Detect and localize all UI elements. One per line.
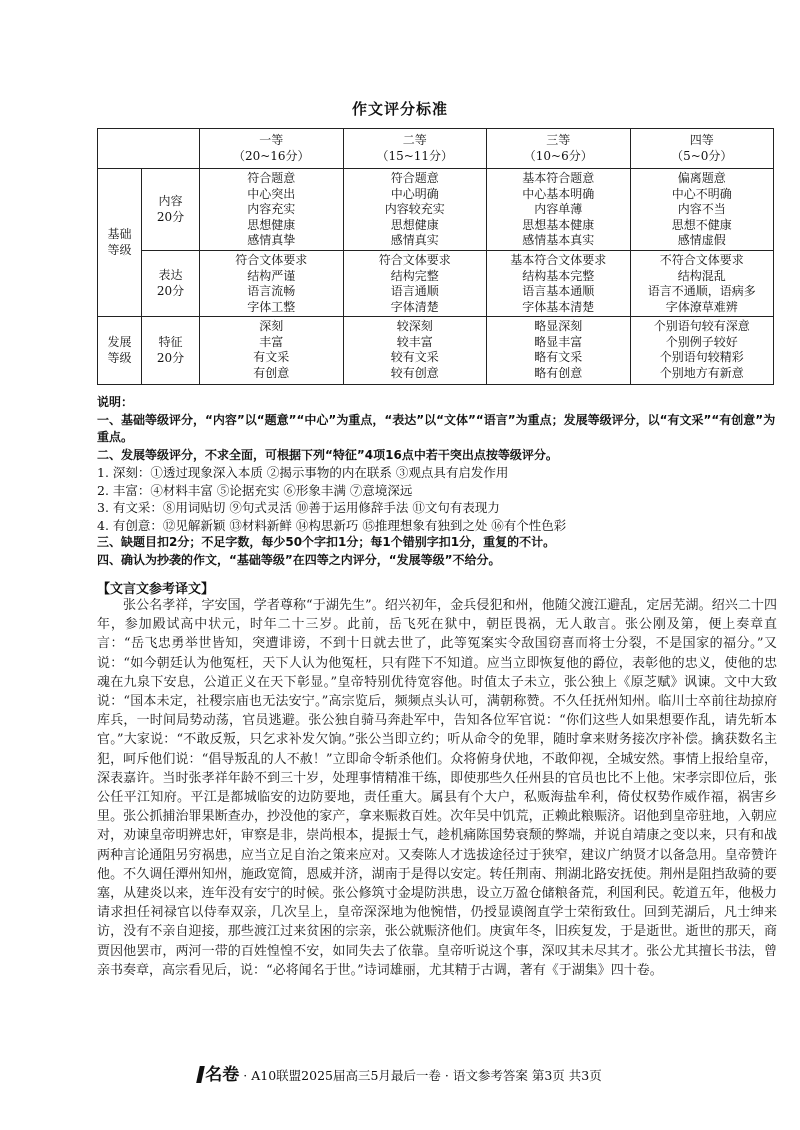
content-label: 内容 20分 xyxy=(142,169,200,251)
feature-cell: 较深刻 较丰富 较有文采 较有创意 xyxy=(343,317,487,385)
translation-heading: 【文言文参考译文】 xyxy=(97,582,215,597)
note-item: 四、确认为抄袭的作文，“基础等级”在四等之内评分，“发展等级”不给分。 xyxy=(97,552,501,567)
content-row xyxy=(98,169,774,251)
note-item: 1. 深刻：①透过现象深入本质 ②揭示事物的内在联系 ③观点具有启发作用 xyxy=(97,465,509,480)
page-title: 作文评分标准 xyxy=(351,100,448,118)
feature-cell: 略显深刻 略显丰富 略有文采 略有创意 xyxy=(487,317,631,385)
grade-header: 三等 （10~6分） xyxy=(487,129,631,169)
grade-header: 二等 （15~11分） xyxy=(343,129,487,169)
footer-text: · A10联盟2025届高三5月最后一卷 · 语文参考答案 第3页 共3页 xyxy=(243,1068,602,1083)
note-item: 2. 丰富：④材料丰富 ⑤论据充实 ⑥形象丰满 ⑦意境深远 xyxy=(97,482,413,498)
expression-row xyxy=(98,251,774,317)
expression-cell: 符合文体要求 结构完整 语言通顺 字体清楚 xyxy=(343,251,487,317)
note-item: 一、基础等级评分，“内容”以“题意”“中心”为重点，“表达”以“文体”“语言”为重点；发展等级评分，以“有文采”“有创意”为重点。 xyxy=(97,412,776,444)
content-cell: 符合题意 中心明确 内容较充实 思想健康 感情真实 xyxy=(343,169,487,251)
note-item: 4. 有创意：⑫见解新颖 ⑬材料新鲜 ⑭构思新巧 ⑮推理想象有独到之处 ⑯有个性色彩 xyxy=(97,517,567,533)
page-footer xyxy=(0,1060,800,1085)
corner-cell xyxy=(98,129,200,169)
expression-label: 表达 20分 xyxy=(142,251,200,317)
note-item: 3. 有文采：⑧用词贴切 ⑨句式灵活 ⑩善于运用修辞手法 ⑪文句有表现力 xyxy=(97,500,500,515)
feature-cell: 深刻 丰富 有文采 有创意 xyxy=(200,317,344,385)
note-item: 三、缺题目扣2分；不足字数，每少50个字扣1分；每1个错别字扣1分，重复的不计。 xyxy=(97,535,556,549)
feature-cell: 个别语句较有深意 个别例子较好 个别语句较精彩 个别地方有新意 xyxy=(630,317,774,385)
note-item: 二、发展等级评分，不求全面，可根据下列“特征”4项16点中若干突出点按等级评分。 xyxy=(97,447,558,462)
content-cell: 符合题意 中心突出 内容充实 思想健康 感情真挚 xyxy=(200,169,344,251)
notes-heading: 说明： xyxy=(97,395,134,409)
grading-table xyxy=(97,128,774,385)
feature-label: 特征 20分 xyxy=(142,317,200,385)
content-cell: 基本符合题意 中心基本明确 内容单薄 思想基本健康 感情基本真实 xyxy=(487,169,631,251)
expression-cell: 基本符合文体要求 结构基本完整 语言基本通顺 字体基本清楚 xyxy=(487,251,631,317)
scoring-notes xyxy=(97,394,777,569)
basic-level-label: 基础等级 xyxy=(98,169,142,317)
grade-header: 一等 （20~16分） xyxy=(200,129,344,169)
translation-body: 张公名孝祥，字安国，学者尊称“于湖先生”。绍兴初年，金兵侵犯和州，他随父渡江避乱，定居芜湖。绍兴二十四年，参加殿试高中状元，时年二十三岁。此前，岳飞死在狱中，朝臣畏祸，无人敢言。张公刚及第，便上奏章直言：“岳飞忠勇举世皆知，突遭诽谤，不到十日就去世了，此等冤案实令敌国窃喜而将士分裂，不是国家的福分。”又说：“如今朝廷认为他冤枉，天下人认为他冤枉，只有陛下不知道。应当立即恢复他的爵位，表彰他的忠义，使他的忠魂在九泉下安息，公道正义在天下彰显。”皇帝特别优待宽容他。时值太子未立，张公独上《原芝赋》讽谏。文中大致说：“国本未定，社稷宗庙也无法安宁。”高宗览后，频频点头认可，满朝称赞。不久任抚州知州。临川士卒前往劫掠府库兵，一时间局势动荡，官员逃避。张公独自骑马奔赴军中，告知各位军官说：“你们这些人如果想要作乱，请先斩本官。”大家说：“不敢反叛，只乞求补发欠饷。”张公当即立约；听从命令的免罪，随时拿来财务接次序补偿。擒获数名主犯，呵斥他们说：“倡导叛乱的人不赦！”立即命令斩杀他们。众将俯身伏地，不敢仰视，全城安然。事情上报给皇帝，深表嘉许。当时张孝祥年龄不到三十岁，处理事情精准干练，即使那些久任州县的官员也比不上他。宋孝宗即位后，张公任平江知府。平江是都城临安的边防要地，责任重大。属县有个大户，私贩海盐牟利，倚仗权势作威作福，祸害乡里。张公抓捕治罪果断查办，抄没他的家产，拿来赈救百姓。次年吴中饥荒，正赖此粮赈济。诏他到皇帝驻地，入朝应对，劝谏皇帝明辨忠奸，审察是非，崇尚根本，提振士气，趁机痛陈国势衰颓的弊端，并说自靖康之变以来，只有和战两种言论通阻另穷祸患，应当立足自治之策来应对。又奏陈人才选拔途径过于狭窄，建议广纳贤才以备急用。皇帝赞许他。不久调任潭州知州，施政宽简，恩威并济，湖南于是得以安定。转任荆南、荆湖北路安抚使。荆州是阻挡敌骑的要塞，从建炎以来，连年没有安宁的时候。张公修筑寸金堤防洪患，设立万盈仓储粮备荒，利国利民。乾道五年，他极力请求担任祠禄官以侍奉双亲，几次呈上，皇帝深深地为他惋惜，仍授显谟阁直学士荣衔致仕。回到芜湖后，凡士绅来访，没有不亲自迎接，那些渡江过来贫困的宗亲，张公就赈济他们。庚寅年冬，旧疾复发，于是逝世。逝世的那天，商贾因他罢市，两河一带的百姓惶惶不安，如同失去了依靠。皇帝听说这个事，深叹其未尽其才。张公尤其擅长书法，曾亲书奏章，高宗看见后，说：“必将闻名于世。”诗词雄丽，尤其精于古调，著有《于湖集》四十卷。 xyxy=(97,598,777,978)
feature-row xyxy=(98,317,774,385)
content-cell: 偏离题意 中心不明确 内容不当 思想不健康 感情虚假 xyxy=(630,169,774,251)
publisher-logo: 名卷 xyxy=(198,1065,239,1085)
dev-level-label: 发展等级 xyxy=(98,317,142,385)
expression-cell: 不符合文体要求 结构混乱 语言不通顺，语病多 字体潦草难辨 xyxy=(630,251,774,317)
expression-cell: 符合文体要求 结构严谨 语言流畅 字体工整 xyxy=(200,251,344,317)
grade-header-row xyxy=(98,129,774,169)
grade-header: 四等 （5~0分） xyxy=(630,129,774,169)
logo-bar-icon xyxy=(196,1066,205,1083)
